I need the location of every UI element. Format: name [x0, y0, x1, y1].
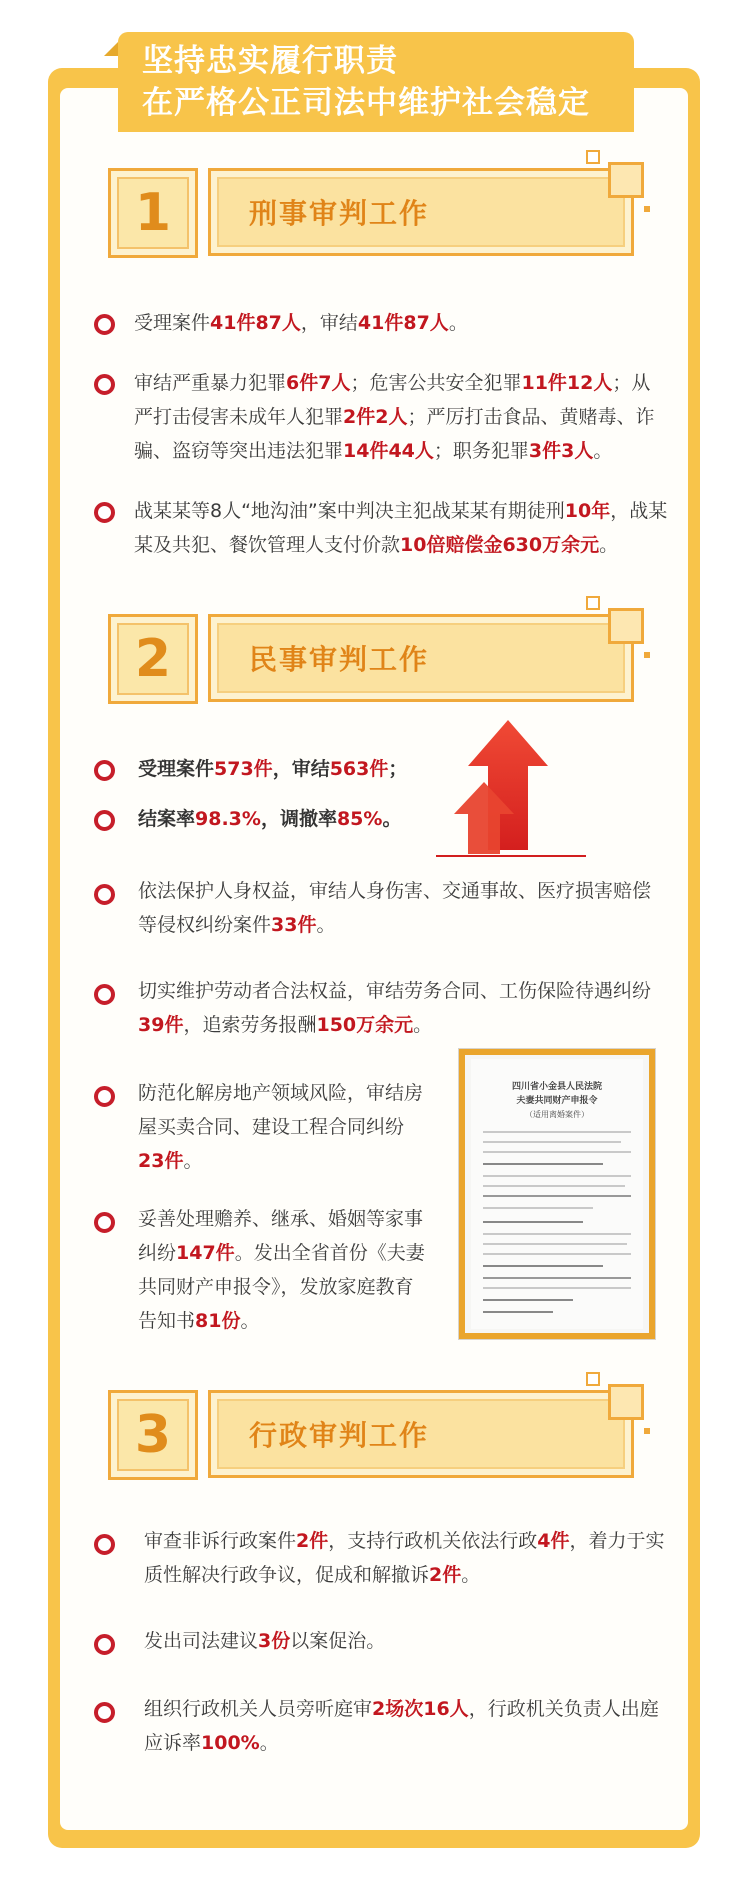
section-header: [208, 1390, 634, 1478]
bullet-icon: [94, 1212, 115, 1233]
bullet-icon: [94, 810, 115, 831]
bullet-icon: [94, 314, 115, 335]
section-header: [208, 614, 634, 702]
bullet-icon: [94, 1086, 115, 1107]
section-header: [208, 168, 634, 256]
decor-square: [608, 1384, 644, 1420]
list-item: 审结严重暴力犯罪6件7人；危害公共安全犯罪11件12人；从严打击侵害未成年人犯罪2件2人；严厉打击食品、黄赌毒、诈骗、盗窃等突出违法犯罪14件44人；职务犯罪3件3人。: [134, 372, 655, 462]
bullet-icon: [94, 1534, 115, 1555]
page-title: [142, 40, 622, 124]
list-item: 妥善处理赡养、继承、婚姻等家事纠纷147件。发出全省首份《夫妻共同财产申报令》，发放家庭教育告知书81份。: [138, 1208, 425, 1332]
list-item: 受理案件573件，审结563件；: [138, 758, 408, 780]
list-item: 受理案件41件87人，审结41件87人。: [134, 312, 468, 334]
list-item: 组织行政机关人员旁听庭审2场次16人，行政机关负责人出庭应诉率100%。: [144, 1698, 659, 1754]
bullet-icon: [94, 884, 115, 905]
section-title: 行政审判工作: [249, 1419, 430, 1452]
section-title: 民事审判工作: [249, 643, 430, 676]
decor-dot: [644, 206, 650, 212]
list-item: 发出司法建议3份以案促治。: [144, 1630, 386, 1652]
decor-square: [608, 608, 644, 644]
section-number: 3: [117, 1399, 189, 1471]
bullet-icon: [94, 502, 115, 523]
section-number-box: [108, 614, 198, 704]
list-item: 审查非诉行政案件2件，支持行政机关依法行政4件，着力于实质性解决行政争议，促成和解撤诉2件。: [144, 1530, 665, 1586]
doc-subtitle: （适用离婚案件）: [525, 1110, 589, 1119]
bullet-icon: [94, 760, 115, 781]
decor-square: [608, 162, 644, 198]
section-number: 2: [117, 623, 189, 695]
doc-court-name: 四川省小金县人民法院: [511, 1082, 602, 1092]
list-item: 战某某等8人“地沟油”案中判决主犯战某某有期徒刑10年，战某某及共犯、餐饮管理人支付价款10倍赔偿金630万余元。: [134, 500, 668, 556]
bullet-icon: [94, 374, 115, 395]
decor-square-small: [586, 596, 600, 610]
title-line-1: 坚持忠实履行职责: [142, 43, 398, 79]
section-number: 1: [117, 177, 189, 249]
list-item: 结案率98.3%，调撤率85%。: [138, 808, 402, 830]
section-number-box: [108, 168, 198, 258]
property-declaration-document-image: [458, 1048, 656, 1340]
list-item: 防范化解房地产领域风险，审结房屋买卖合同、建设工程合同纠纷23件。: [138, 1082, 424, 1172]
decor-square-small: [586, 1372, 600, 1386]
bullet-icon: [94, 984, 115, 1005]
doc-title: 夫妻共同财产申报令: [516, 1096, 598, 1106]
list-item: 依法保护人身权益，审结人身伤害、交通事故、医疗损害赔偿等侵权纠纷案件33件。: [138, 880, 652, 936]
section-number-box: [108, 1390, 198, 1480]
growth-arrow-icon: [430, 720, 600, 860]
bullet-icon: [94, 1702, 115, 1723]
bullet-icon: [94, 1634, 115, 1655]
decor-dot: [644, 652, 650, 658]
decor-square-small: [586, 150, 600, 164]
decor-dot: [644, 1428, 650, 1434]
section-title: 刑事审判工作: [249, 197, 430, 230]
list-item: 切实维护劳动者合法权益，审结劳务合同、工伤保险待遇纠纷39件，追索劳务报酬150万余元。: [138, 980, 652, 1036]
title-line-2: 在严格公正司法中维护社会稳定: [142, 85, 590, 121]
